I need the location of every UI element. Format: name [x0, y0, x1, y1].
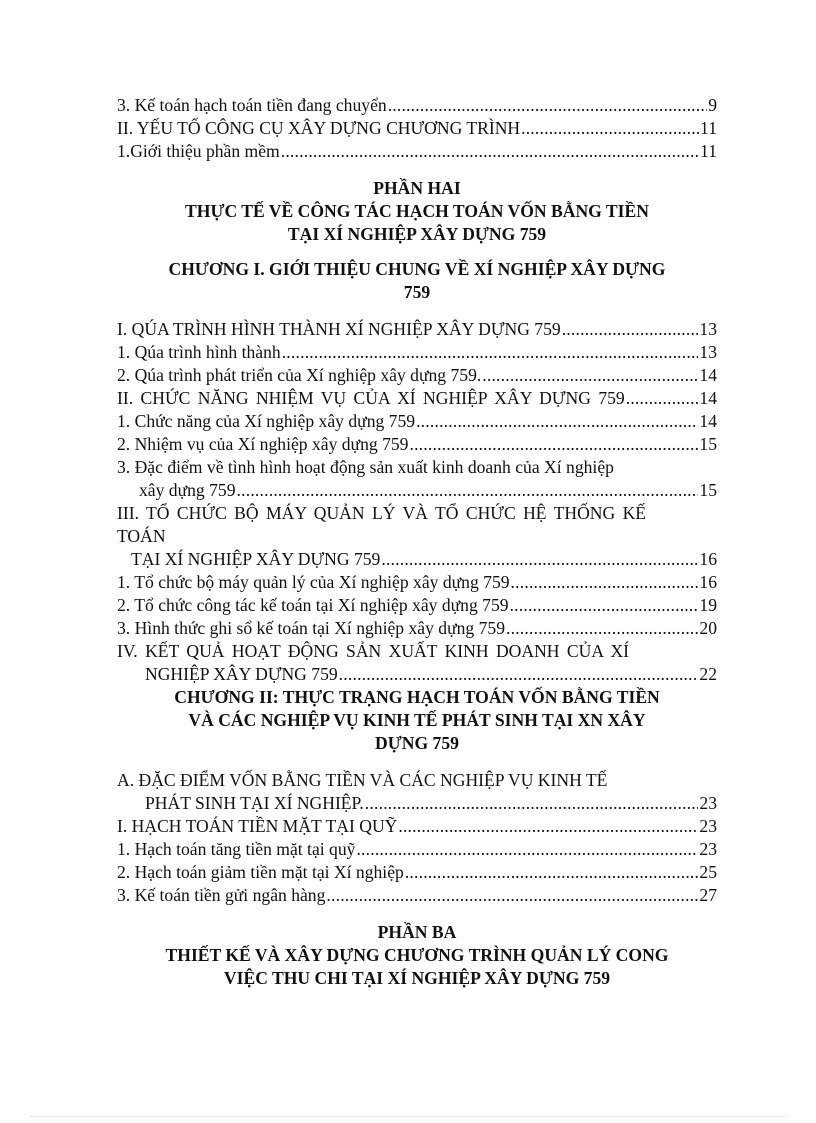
toc-entry-text: 3. Kế toán tiền gửi ngân hàng	[117, 885, 326, 905]
toc-leader-dots	[388, 94, 708, 117]
toc-entry	[117, 341, 717, 364]
toc-entry	[117, 884, 717, 907]
toc-entry-page: 14	[699, 388, 717, 408]
toc-entry-page: 15	[699, 434, 717, 454]
toc-section-line: IV. KẾT QUẢ HOẠT ĐỘNG SẢN XUẤT KINH DOANH CỦA XÍ	[117, 641, 630, 661]
toc-entry	[117, 140, 717, 163]
toc-section-line: TOÁN	[117, 526, 166, 546]
part-two-subtitle-1: THỰC TẾ VỀ CÔNG TÁC HẠCH TOÁN VỐN BẰNG TIỀN	[185, 201, 649, 221]
part-two-heading	[117, 177, 717, 246]
part-three-subtitle-1: THIẾT KẾ VÀ XÂY DỰNG CHƯƠNG TRÌNH QUẢN LÝ CONG	[165, 945, 669, 965]
chapter-two-title-2: VÀ CÁC NGHIỆP VỤ KINH TẾ PHÁT SINH TẠI XN XÂY	[188, 710, 646, 730]
toc-entry-text: I. HẠCH TOÁN TIỀN MẶT TẠI QUỸ	[117, 816, 398, 836]
toc-entry	[117, 548, 717, 571]
chapter-two-heading	[117, 686, 717, 755]
toc-entry-text: 1. Tổ chức bộ máy quản lý của Xí nghiệp xây dựng 759	[117, 572, 510, 592]
toc-entry	[117, 117, 717, 140]
toc-leader-dots	[339, 663, 699, 686]
toc-entry-text: 1. Qúa trình hình thành	[117, 342, 281, 362]
table-of-contents	[117, 94, 717, 990]
toc-leader-dots	[365, 792, 699, 815]
toc-entry-page: 20	[699, 618, 717, 638]
part-two-subtitle-2: TẠI XÍ NGHIỆP XÂY DỰNG 759	[287, 224, 547, 244]
toc-leader-dots	[405, 861, 699, 884]
toc-entry-page: 16	[699, 572, 717, 592]
toc-entry	[117, 663, 717, 686]
toc-entry	[117, 861, 717, 884]
toc-entry-text: I. QÚA TRÌNH HÌNH THÀNH XÍ NGHIỆP XÂY DỰNG 759	[117, 319, 561, 339]
toc-leader-dots	[381, 548, 698, 571]
toc-entry-page: 11	[700, 141, 717, 161]
toc-entry-page: 14	[699, 365, 717, 385]
toc-entry-page: 15	[699, 480, 717, 500]
toc-entry	[117, 318, 717, 341]
toc-entry-text: 1. Chức năng của Xí nghiệp xây dựng 759	[117, 411, 416, 431]
toc-entry	[117, 571, 717, 594]
toc-section-line: III. TỔ CHỨC BỘ MÁY QUẢN LÝ VÀ TỔ CHỨC HỆ THỐNG KẾ	[117, 503, 647, 523]
toc-leader-dots	[626, 387, 699, 410]
toc-leader-dots	[511, 571, 699, 594]
toc-entry-page: 27	[699, 885, 717, 905]
toc-entry-text: 2. Qúa trình phát triển của Xí nghiệp xây dựng 759.	[117, 365, 482, 385]
toc-entry-text: 2. Tổ chức công tác kế toán tại Xí nghiệp xây dựng 759	[117, 595, 509, 615]
toc-entry	[117, 838, 717, 861]
chapter-one-heading	[117, 258, 717, 304]
toc-entry-page: 25	[699, 862, 717, 882]
toc-entry-page: 23	[699, 839, 717, 859]
toc-entry-text: 1. Hạch toán tăng tiền mặt tại quỹ	[117, 839, 356, 859]
toc-entry-text: NGHIỆP XÂY DỰNG 759	[145, 664, 338, 684]
toc-leader-dots	[398, 815, 698, 838]
part-three-title: PHẦN BA	[377, 922, 457, 942]
toc-entry-text: PHÁT SINH TẠI XÍ NGHIỆP.	[145, 793, 364, 813]
chapter-one-title-2: 759	[403, 282, 431, 302]
toc-entry-page: 23	[699, 816, 717, 836]
toc-leader-dots	[409, 433, 698, 456]
toc-entry-page: 19	[699, 595, 717, 615]
toc-leader-dots	[356, 838, 698, 861]
toc-entry-page: 9	[708, 95, 717, 115]
toc-leader-dots	[562, 318, 699, 341]
toc-entry-text: 2. Nhiệm vụ của Xí nghiệp xây dựng 759	[117, 434, 409, 454]
toc-entry-text: TẠI XÍ NGHIỆP XÂY DỰNG 759	[131, 549, 381, 569]
toc-entry	[117, 617, 717, 640]
toc-entry-text: xây dựng 759	[139, 480, 236, 500]
toc-entry-page: 13	[699, 319, 717, 339]
toc-entry-page: 13	[699, 342, 717, 362]
toc-entry	[117, 364, 717, 387]
toc-leader-dots	[281, 140, 699, 163]
toc-section-line: A. ĐẶC ĐIỂM VỐN BẰNG TIỀN VÀ CÁC NGHIỆP VỤ KINH TẾ	[117, 770, 608, 790]
toc-entry	[117, 594, 717, 617]
toc-entry	[117, 433, 717, 456]
part-two-title: PHẦN HAI	[373, 178, 461, 198]
toc-entry-page: 14	[699, 411, 717, 431]
chapter-two-title-3: DỰNG 759	[375, 733, 459, 753]
toc-entry	[117, 94, 717, 117]
toc-leader-dots	[510, 594, 699, 617]
toc-entry-text: 2. Hạch toán giảm tiền mặt tại Xí nghiệp	[117, 862, 404, 882]
toc-entry	[117, 479, 717, 502]
toc-entry-text: II. CHỨC NĂNG NHIỆM VỤ CỦA XÍ NGHIỆP XÂY DỰNG 759	[117, 388, 625, 408]
toc-entry	[117, 387, 717, 410]
toc-entry-text: 1.Giới thiệu phần mềm	[117, 141, 280, 161]
toc-entry-text: 3. Kế toán hạch toán tiền đang chuyển	[117, 95, 387, 115]
toc-entry	[117, 410, 717, 433]
toc-entry	[117, 815, 717, 838]
toc-leader-dots	[521, 117, 699, 140]
toc-leader-dots	[416, 410, 698, 433]
toc-entry-page: 11	[700, 118, 717, 138]
toc-leader-dots	[506, 617, 698, 640]
toc-entry-page: 16	[699, 549, 717, 569]
toc-leader-dots	[237, 479, 699, 502]
page-bottom-rule	[30, 1116, 786, 1117]
toc-entry	[117, 792, 717, 815]
part-three-subtitle-2: VIỆC THU CHI TẠI XÍ NGHIỆP XÂY DỰNG 759	[223, 968, 611, 988]
toc-leader-dots	[482, 364, 698, 387]
chapter-one-title-1: CHƯƠNG I. GIỚI THIỆU CHUNG VỀ XÍ NGHIỆP XÂY DỰNG	[168, 259, 666, 279]
toc-leader-dots	[282, 341, 699, 364]
toc-entry-wrapped-line: 3. Đặc điểm về tình hình hoạt động sản xuất kinh doanh của Xí nghiệp	[117, 457, 614, 477]
toc-entry-text: II. YẾU TỐ CÔNG CỤ XÂY DỰNG CHƯƠNG TRÌNH	[117, 118, 521, 138]
toc-entry-page: 23	[699, 793, 717, 813]
part-three-heading	[117, 921, 717, 990]
toc-entry-text: 3. Hình thức ghi sổ kế toán tại Xí nghiệp xây dựng 759	[117, 618, 505, 638]
chapter-two-title-1: CHƯƠNG II: THỰC TRẠNG HẠCH TOÁN VỐN BẰNG TIỀN	[174, 687, 660, 707]
toc-leader-dots	[326, 884, 698, 907]
toc-entry-page: 22	[699, 664, 717, 684]
